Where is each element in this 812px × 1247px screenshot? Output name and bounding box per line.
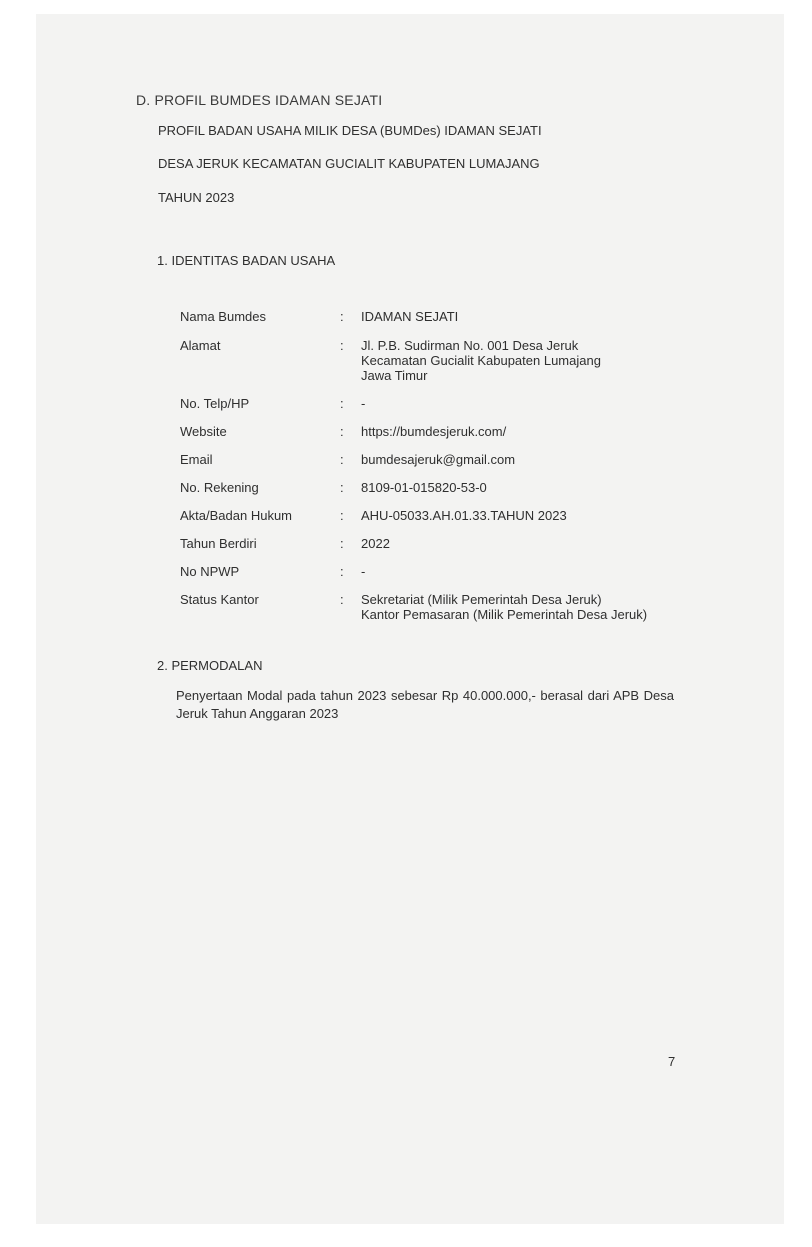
info-colon: : <box>340 338 344 353</box>
info-value: bumdesajeruk@gmail.com <box>361 452 516 467</box>
info-label: Akta/Badan Hukum <box>180 508 293 523</box>
info-label: Alamat <box>180 338 221 353</box>
info-value: Sekretariat (Milik Pemerintah Desa Jeruk) <box>361 592 602 607</box>
profile-heading-line-1: PROFIL BADAN USAHA MILIK DESA (BUMDes) IDAMAN SEJATI <box>158 123 542 138</box>
info-value: - <box>361 564 366 579</box>
identitas-heading: 1. IDENTITAS BADAN USAHA <box>157 253 336 268</box>
info-label: No NPWP <box>180 564 240 579</box>
permodalan-heading: 2. PERMODALAN <box>157 658 263 673</box>
info-value: - <box>361 396 366 411</box>
info-value: Jl. P.B. Sudirman No. 001 Desa Jeruk <box>361 338 579 353</box>
info-value: 2022 <box>361 536 390 551</box>
info-colon: : <box>340 564 344 579</box>
info-colon: : <box>340 424 344 439</box>
info-label: Email <box>180 452 213 467</box>
info-colon: : <box>340 309 344 324</box>
section-title: D. PROFIL BUMDES IDAMAN SEJATI <box>136 92 383 108</box>
info-colon: : <box>340 508 344 523</box>
info-value-line-3: Jawa Timur <box>361 368 428 383</box>
info-label: No. Rekening <box>180 480 259 495</box>
info-value: https://bumdesjeruk.com/ <box>361 424 507 439</box>
page-number: 7 <box>668 1054 676 1069</box>
info-value: AHU-05033.AH.01.33.TAHUN 2023 <box>361 508 567 523</box>
profile-heading-line-3: TAHUN 2023 <box>158 190 235 205</box>
info-label: Status Kantor <box>180 592 259 607</box>
info-colon: : <box>340 396 344 411</box>
permodalan-paragraph: Penyertaan Modal pada tahun 2023 sebesar Rp 40.000.000,- berasal dari APB Desa Jeruk Tahun Anggaran 2023 <box>176 688 674 721</box>
info-colon: : <box>340 480 344 495</box>
info-colon: : <box>340 536 344 551</box>
info-value-line-2: Kantor Pemasaran (Milik Pemerintah Desa Jeruk) <box>361 607 648 622</box>
info-value: IDAMAN SEJATI <box>361 309 459 324</box>
info-label: No. Telp/HP <box>180 396 250 411</box>
info-label: Nama Bumdes <box>180 309 266 324</box>
info-colon: : <box>340 592 344 607</box>
info-label: Website <box>180 424 227 439</box>
info-label: Tahun Berdiri <box>180 536 257 551</box>
info-value-line-2: Kecamatan Gucialit Kabupaten Lumajang <box>361 353 601 368</box>
info-value: 8109-01-015820-53-0 <box>361 480 487 495</box>
info-colon: : <box>340 452 344 467</box>
profile-heading-line-2: DESA JERUK KECAMATAN GUCIALIT KABUPATEN LUMAJANG <box>158 156 540 171</box>
